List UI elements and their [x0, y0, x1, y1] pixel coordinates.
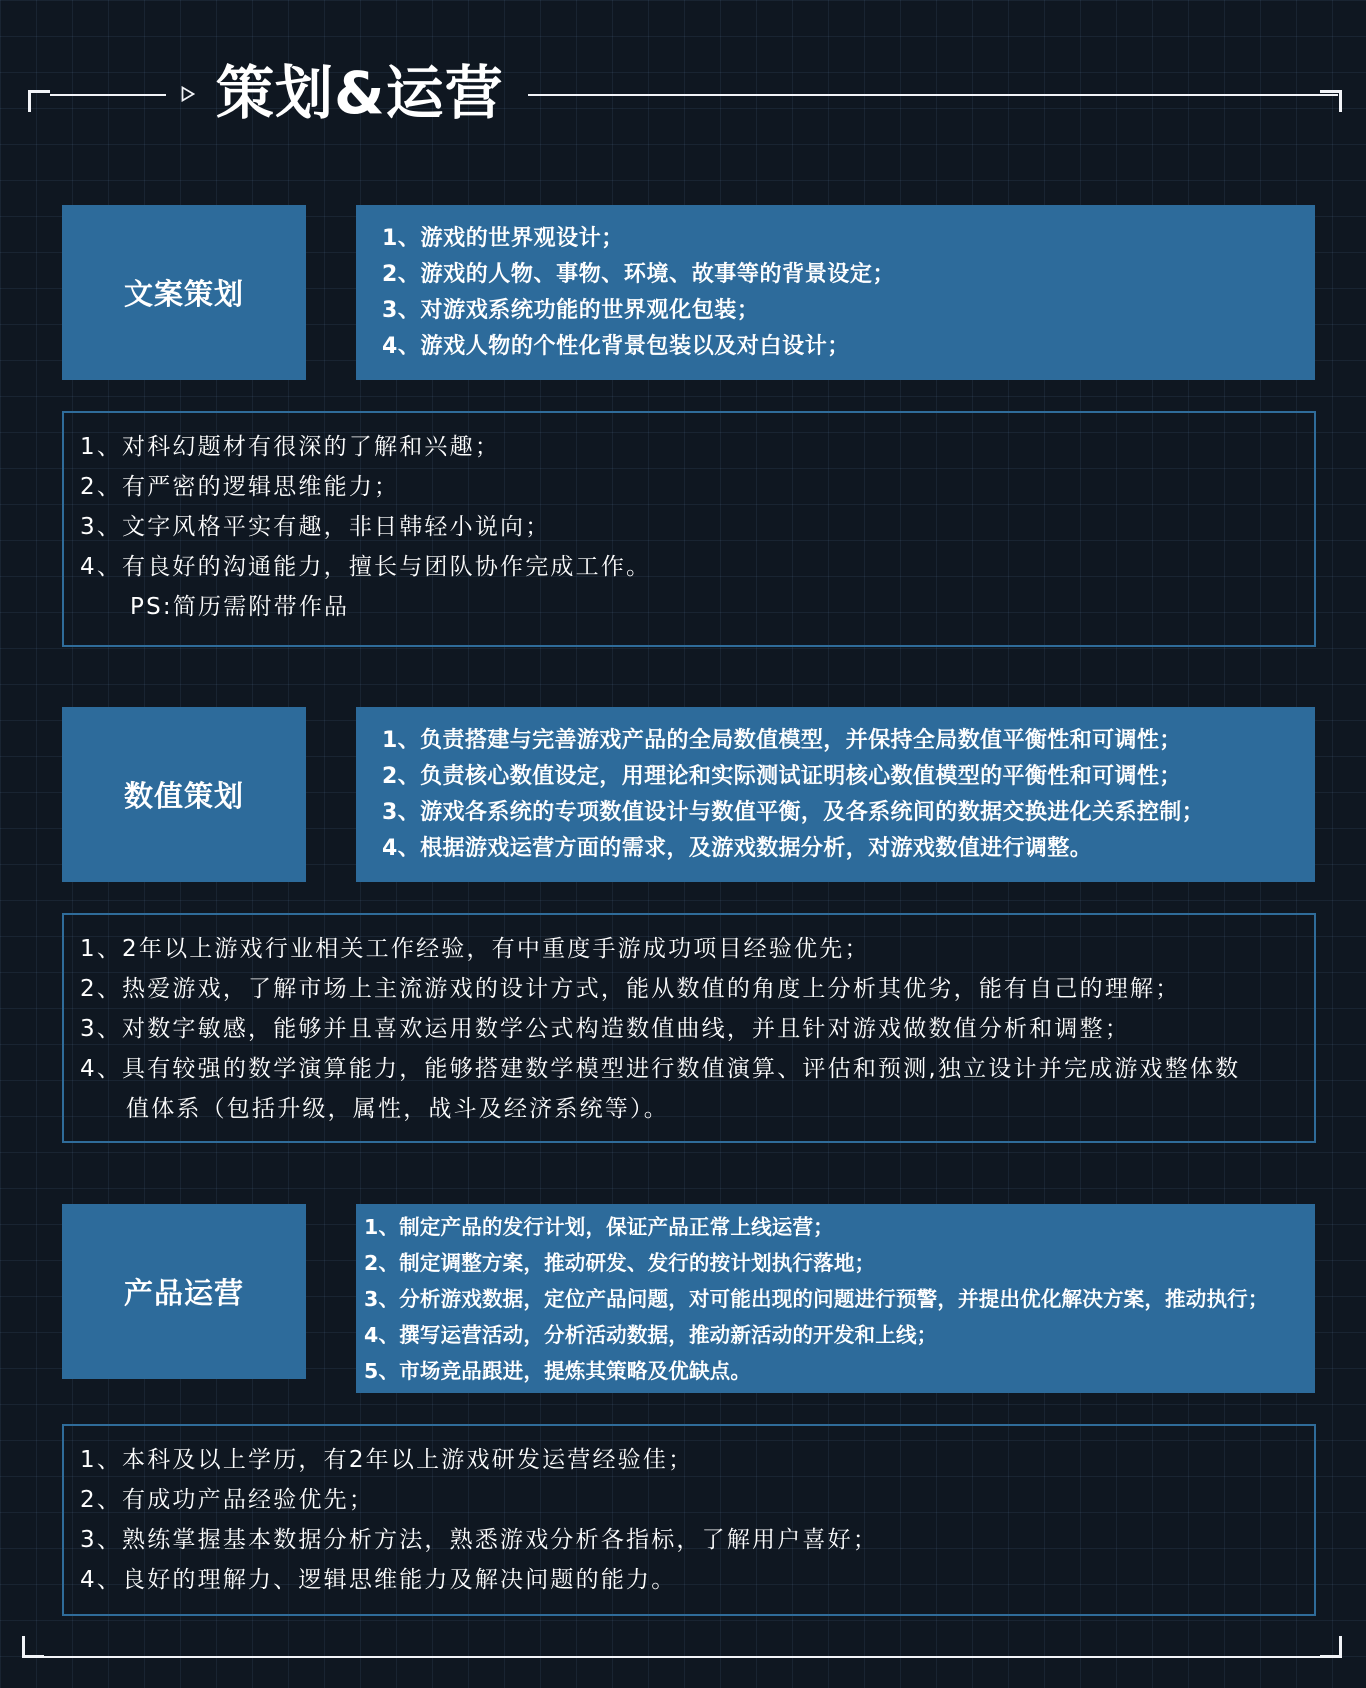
footer-line: [44, 1656, 1338, 1658]
frame-corner-bottom-left: [22, 1634, 46, 1658]
requirement-item: 2、有严密的逻辑思维能力；: [80, 474, 400, 500]
section-label-copywriting: [62, 205, 306, 380]
requirement-item-continued: 值体系（包括升级，属性，战斗及经济系统等）。: [126, 1096, 669, 1122]
requirement-item: 4、良好的理解力、逻辑思维能力及解决问题的能力。: [80, 1567, 677, 1593]
duty-item: 1、制定产品的发行计划，保证产品正常上线运营；: [364, 1214, 834, 1239]
requirement-item: 1、本科及以上学历，有2年以上游戏研发运营经验佳；: [80, 1447, 694, 1473]
section-label-text: 文案策划: [123, 277, 244, 311]
duty-item: 5、市场竞品跟进，提炼其策略及优缺点。: [364, 1358, 752, 1383]
requirements-panel-copywriting: [62, 411, 1316, 647]
requirement-item: 3、文字风格平实有趣，非日韩轻小说向；: [80, 514, 551, 540]
play-triangle-icon: [181, 86, 195, 102]
requirements-panel-operations: [62, 1424, 1316, 1616]
duty-item: 2、游戏的人物、事物、环境、故事等的背景设定；: [382, 261, 896, 287]
requirement-item: 1、对科幻题材有很深的了解和兴趣；: [80, 434, 501, 460]
requirement-item: 2、有成功产品经验优先；: [80, 1487, 375, 1513]
duty-item: 2、制定调整方案，推动研发、发行的按计划执行落地；: [364, 1250, 876, 1275]
duties-panel-operations: [356, 1204, 1315, 1393]
duty-item: 1、游戏的世界观设计；: [382, 225, 624, 251]
section-label-numerical: [62, 707, 306, 882]
header-line-left: [50, 94, 166, 96]
duty-item: 4、撰写运营活动，分析活动数据，推动新活动的开发和上线；: [364, 1322, 938, 1347]
frame-corner-top-left: [28, 90, 52, 114]
duty-item: 3、对游戏系统功能的世界观化包装；: [382, 297, 760, 323]
requirement-item: 4、具有较强的数学演算能力，能够搭建数学模型进行数值演算、评估和预测,独立设计并完成游戏整体数: [80, 1056, 1241, 1082]
duty-item: 4、根据游戏运营方面的需求，及游戏数据分析，对游戏数值进行调整。: [382, 835, 1093, 861]
duty-item: 3、游戏各系统的专项数值设计与数值平衡，及各系统间的数据交换进化关系控制；: [382, 799, 1205, 825]
requirement-item: 2、热爱游戏，了解市场上主流游戏的设计方式，能从数值的角度上分析其优劣，能有自己的理解；: [80, 976, 1181, 1002]
duty-item: 2、负责核心数值设定，用理论和实际测试证明核心数值模型的平衡性和可调性；: [382, 763, 1182, 789]
section-label-operations: [62, 1204, 306, 1379]
duty-item: 4、游戏人物的个性化背景包装以及对白设计；: [382, 333, 850, 359]
duty-item: 1、负责搭建与完善游戏产品的全局数值模型，并保持全局数值平衡性和可调性；: [382, 727, 1182, 753]
frame-corner-top-right: [1318, 90, 1342, 114]
requirement-item: 3、熟练掌握基本数据分析方法，熟悉游戏分析各指标，了解用户喜好；: [80, 1527, 879, 1553]
requirements-panel-numerical: [62, 913, 1316, 1143]
page-title: 策划&运营: [216, 59, 504, 127]
section-label-text: 数值策划: [123, 779, 244, 813]
section-label-text: 产品运营: [123, 1276, 244, 1310]
header-line-right: [528, 94, 1338, 96]
requirement-item: 1、2年以上游戏行业相关工作经验，有中重度手游成功项目经验优先；: [80, 936, 870, 962]
requirement-item: 3、对数字敏感，能够并且喜欢运用数学公式构造数值曲线，并且针对游戏做数值分析和调整；: [80, 1016, 1131, 1042]
requirement-item: 4、有良好的沟通能力，擅长与团队协作完成工作。: [80, 554, 652, 580]
portfolio-note: PS:简历需附带作品: [130, 594, 350, 620]
frame-corner-bottom-right: [1318, 1634, 1342, 1658]
duty-item: 3、分析游戏数据，定位产品问题，对可能出现的问题进行预警，并提出优化解决方案，推动执行；: [364, 1286, 1269, 1311]
duties-panel-copywriting: [356, 205, 1315, 380]
duties-panel-numerical: [356, 707, 1315, 882]
